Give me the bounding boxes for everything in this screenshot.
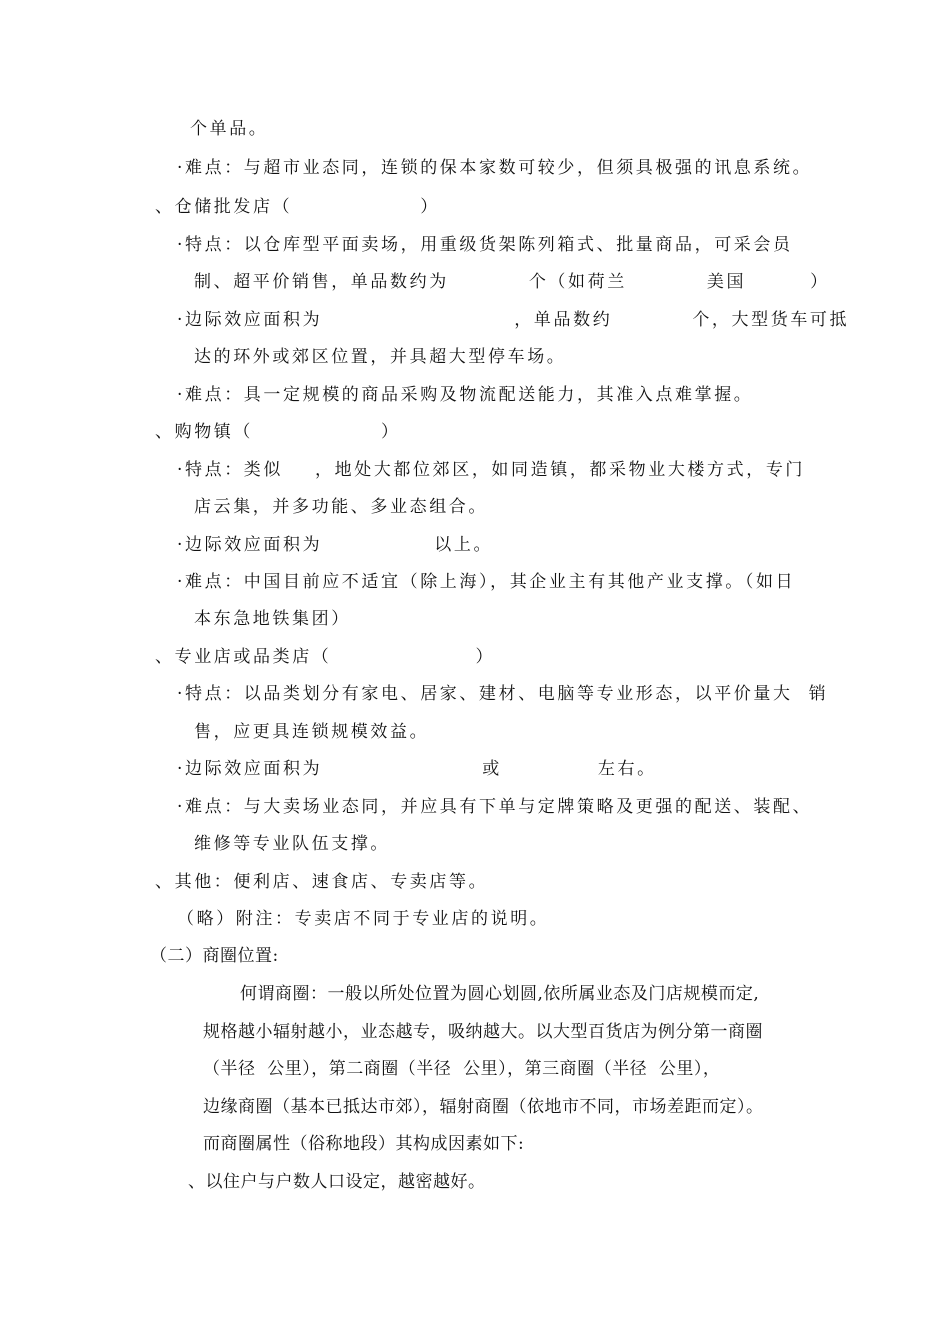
text-line: 何谓商圈：一般以所处位置为圆心划圆,依所属业态及门店规模而定, (240, 984, 760, 1004)
text-line: ·特点：以品类划分有家电、居家、建材、电脑等专业形态，以平价量大 销 (177, 684, 829, 704)
text-line: ·边际效应面积为 ，单品数约 个，大型货车可抵 (177, 310, 850, 330)
list-item: 、以住户与户数人口设定，越密越好。 (188, 1172, 486, 1192)
text-line: 制、超平价销售，单品数约为 个（如荷兰 美国 ） (194, 272, 830, 292)
note-line: （略）附注：专卖店不同于专业店的说明。 (177, 909, 550, 929)
text-line: ·特点：类似 ，地处大都位郊区，如同造镇，都采物业大楼方式，专门 (177, 460, 806, 480)
text-line: 而商圈属性（俗称地段）其构成因素如下: (203, 1134, 525, 1154)
text-line: 维修等专业队伍支撑。 (194, 834, 390, 854)
text-line: （半径 公里），第二商圈（半径 公里），第三商圈（半径 公里）， (203, 1059, 721, 1079)
section-heading: 、购物镇（ ） (155, 422, 401, 442)
text-line: ·边际效应面积为 或 左右。 (177, 759, 657, 779)
text-line: ·难点：具一定规模的商品采购及物流配送能力，其准入点难掌握。 (177, 385, 754, 405)
text-line: 边缘商圈（基本已抵达市郊），辐射商圈（依地市不同，市场差距而定）。 (203, 1097, 764, 1117)
text-line: ·特点：以仓库型平面卖场，用重级货架陈列箱式、批量商品，可采会员 (177, 235, 793, 255)
subsection-heading: （二）商圈位置: (150, 946, 279, 966)
text-line: 个单品。 (190, 119, 269, 139)
text-line: 店云集，并多功能、多业态组合。 (194, 497, 488, 517)
text-line: ·边际效应面积为 以上。 (177, 535, 494, 555)
text-line: ·难点：中国目前应不适宜（除上海），其企业主有其他产业支撑。（如日 (177, 572, 796, 592)
section-heading: 、仓储批发店（ ） (155, 197, 440, 217)
text-line: 规格越小辐射越小，业态越专，吸纳越大。以大型百货店为例分第一商圈 (203, 1022, 763, 1042)
section-heading: 、其他：便利店、速食店、专卖店等。 (155, 872, 489, 892)
section-heading: 、专业店或品类店（ ） (155, 647, 496, 667)
text-line: 达的环外或郊区位置，并具超大型停车场。 (194, 347, 567, 367)
text-line: ·难点：与大卖场业态同，并应具有下单与定牌策略及更强的配送、装配、 (177, 797, 813, 817)
text-line: 本东急地铁集团） (194, 609, 351, 629)
text-line: ·难点：与超市业态同，连锁的保本家数可较少，但须具极强的讯息系统。 (177, 158, 813, 178)
text-line: 售，应更具连锁规模效益。 (194, 722, 430, 742)
